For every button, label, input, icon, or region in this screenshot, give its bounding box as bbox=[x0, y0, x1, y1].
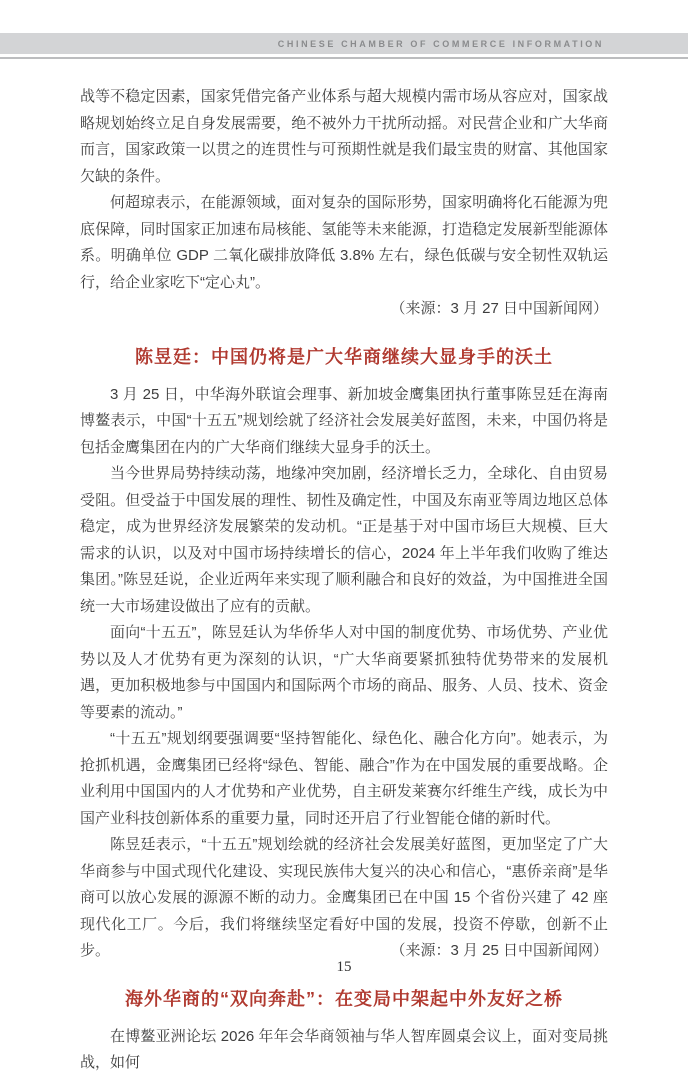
paragraph: 何超琼表示，在能源领域，面对复杂的国际形势，国家明确将化石能源为兜底保障，同时国家正加速布局核能、氢能等未来能源，打造稳定发展新型能源体系。明确单位 GDP 二氧化碳排放降低 3.8% 左右，绿色低碳与安全韧性双轨运行，给企业家吃下“定心丸”。 bbox=[80, 194, 608, 291]
article-title: 陈昱廷：中国仍将是广大华商继续大显身手的沃土 bbox=[135, 346, 553, 367]
page-content bbox=[0, 59, 688, 1077]
paragraph: 当今世界局势持续动荡，地缘冲突加剧，经济增长乏力，全球化、自由贸易受阻。但受益于中国发展的理性、韧性及确定性，中国及东南亚等周边地区总体稳定，成为世界经济发展繁荣的发动机。“正是基于对中国市场巨大规模、巨大需求的认识，以及对中国市场持续增长的信心，2024 年上半年我们收购了维达集团。”陈昱廷说，企业近两年来实现了顺利融合和良好的效益，为中国推进全国统一大市场建设做出了应有的贡献。 bbox=[80, 465, 608, 615]
header-banner bbox=[0, 33, 688, 54]
page-number: 15 bbox=[336, 959, 352, 975]
paragraph: 3 月 25 日，中华海外联谊会理事、新加坡金鹰集团执行董事陈昱廷在海南博鳌表示，中国“十五五”规划绘就了经济社会发展美好蓝图，未来，中国仍将是包括金鹰集团在内的广大华商们继续大显身手的沃土。 bbox=[80, 385, 608, 456]
paragraph: “十五五”规划纲要强调要“坚持智能化、绿色化、融合化方向”。她表示，为抢抓机遇，金鹰集团已经将“绿色、智能、融合”作为在中国发展的重要战略。企业利用中国国内的人才优势和产业优势，自主研发莱赛尔纤维生产线，成长为中国产业科技创新体系的重要力量，同时还开启了行业智能仓储的新时代。 bbox=[80, 730, 608, 827]
article-title: 海外华商的“双向奔赴”：在变局中架起中外友好之桥 bbox=[125, 988, 563, 1009]
paragraph bbox=[80, 832, 608, 965]
source-attribution: （来源：3 月 25 日中国新闻网） bbox=[390, 942, 608, 959]
paragraph-text: 陈昱廷表示，“十五五”规划绘就的经济社会发展美好蓝图，更加坚定了广大华商参与中国式现代化建设、实现民族伟大复兴的决心和信心，“惠侨亲商”是华商可以放心发展的源源不断的动力。金鹰集团已在中国 15 个省份兴建了 42 座现代化工厂。今后，我们将继续坚定看好中国的发展，投资不停歇，创新不止步。 bbox=[80, 836, 608, 959]
header-banner-text: CHINESE CHAMBER OF COMMERCE INFORMATION bbox=[277, 38, 604, 49]
paragraph: 面向“十五五”，陈昱廷认为华侨华人对中国的制度优势、市场优势、产业优势以及人才优势有更为深刻的认识，“广大华商要紧抓独特优势带来的发展机遇，更加积极地参与中国国内和国际两个市场的商品、服务、人员、技术、资金等要素的流动。” bbox=[80, 624, 608, 721]
paragraph: 在博鳌亚洲论坛 2026 年年会华商领袖与华人智库圆桌会议上，面对变局挑战，如何 bbox=[80, 1027, 608, 1071]
source-attribution: （来源：3 月 27 日中国新闻网） bbox=[390, 300, 608, 317]
paragraph-continuation: 战等不稳定因素，国家凭借完备产业体系与超大规模内需市场从容应对，国家战略规划始终立足自身发展需要，绝不被外力干扰所动摇。对民营企业和广大华商而言，国家政策一以贯之的连贯性与可预期性就是我们最宝贵的财富、其他国家欠缺的条件。 bbox=[80, 88, 608, 185]
document-page bbox=[0, 33, 688, 1071]
